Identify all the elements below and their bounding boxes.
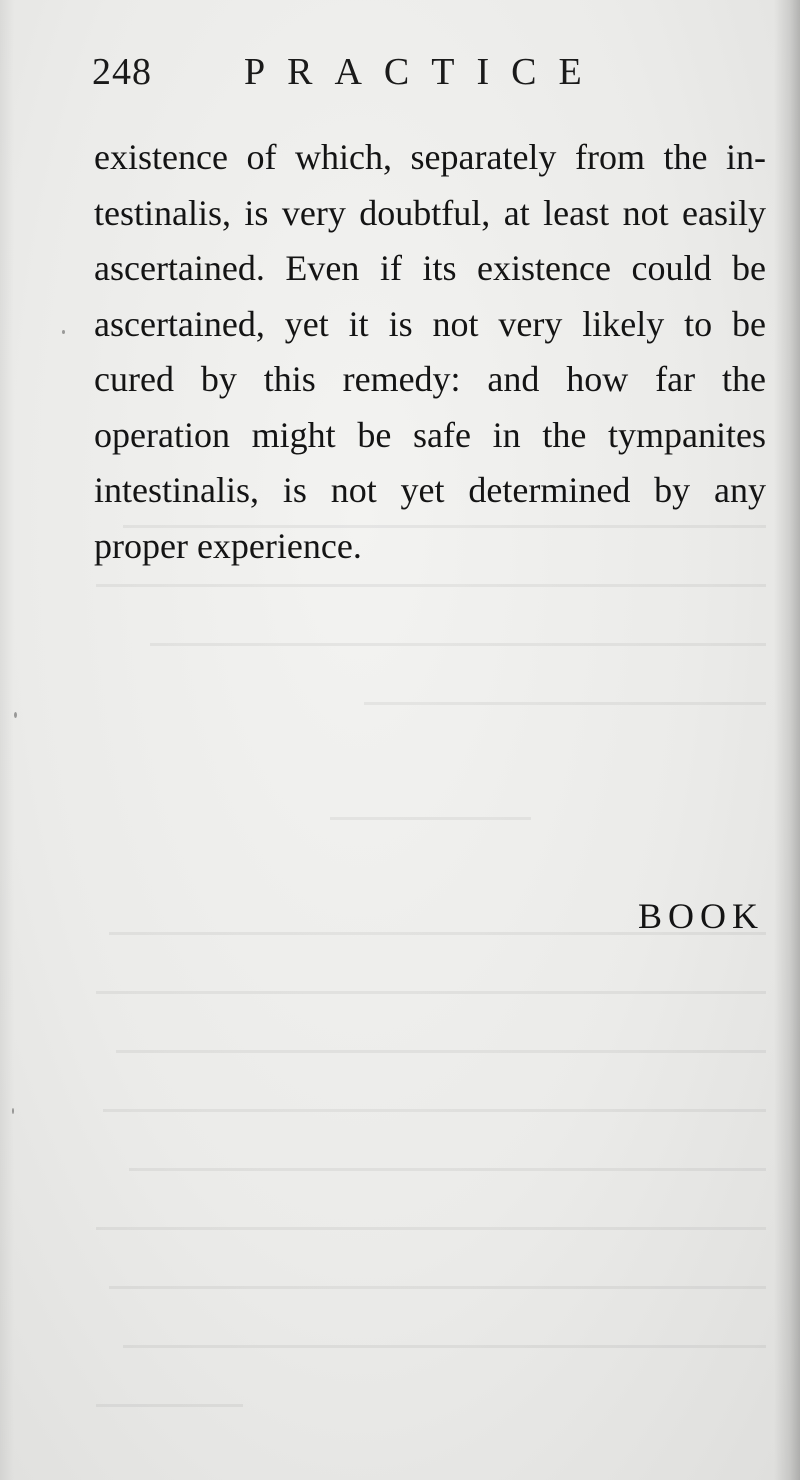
- ink-speck: [12, 1108, 14, 1114]
- text-line: ascertained, yet it is not very likely to be: [94, 303, 766, 344]
- running-head: PRACTICE: [244, 51, 604, 93]
- catchword: BOOK: [637, 896, 764, 936]
- text-line: intestinalis, is not yet determined by any: [94, 470, 766, 510]
- ink-speck: [62, 330, 65, 334]
- text-line: cured by this remedy: and how far the: [94, 359, 766, 399]
- page-number: 248: [92, 51, 152, 93]
- show-through-texture: [96, 525, 766, 1405]
- page-right-shadow: [774, 0, 800, 1480]
- text-line: existence of which, separately from the in-: [94, 137, 766, 177]
- page-header: [92, 50, 764, 100]
- text-line: testinalis, is very doubtful, at least not easily: [94, 192, 766, 233]
- body-text: [94, 130, 766, 574]
- ink-speck: [14, 712, 17, 718]
- text-line: ascertained. Even if its existence could be: [94, 248, 766, 288]
- page-left-shadow: [0, 0, 14, 1480]
- text-line: operation might be safe in the tympanites: [94, 414, 766, 455]
- text-line: proper experience.: [94, 525, 362, 566]
